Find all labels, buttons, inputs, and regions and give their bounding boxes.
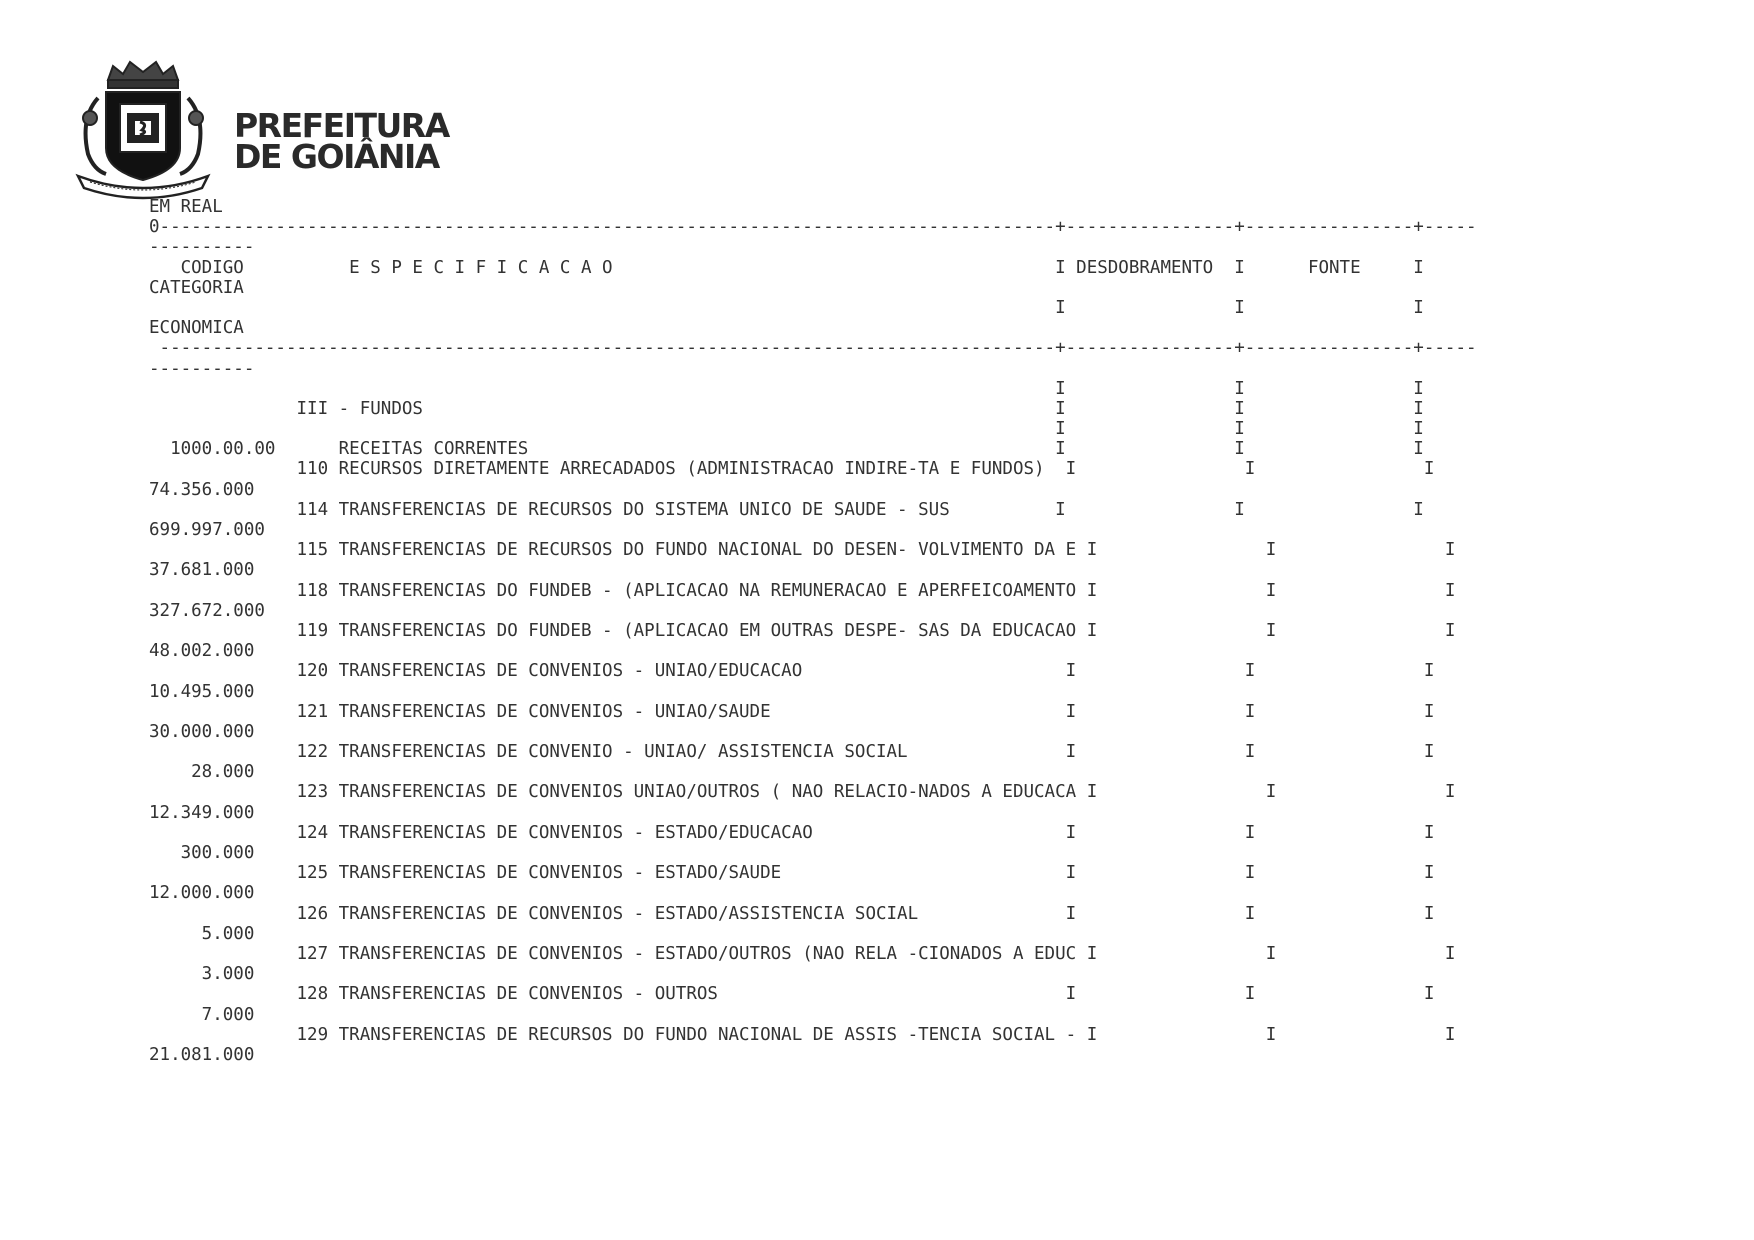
report-line: 21.081.000 [149, 1044, 255, 1065]
report-line: ---------- [149, 358, 255, 379]
report-line: CODIGO E S P E C I F I C A C A O I DESDOBRAMENTO I FONTE I [149, 257, 1424, 278]
report-line: 120 TRANSFERENCIAS DE CONVENIOS - UNIAO/EDUCACAO I I I [149, 661, 1435, 682]
report-line: 37.681.000 [149, 560, 255, 581]
report-line: 121 TRANSFERENCIAS DE CONVENIOS - UNIAO/SAUDE I I I [149, 701, 1435, 722]
report-line: I I I [149, 297, 1424, 318]
report-line: 74.356.000 [149, 479, 255, 500]
revenue-report-listing [149, 197, 1477, 1065]
report-line: 30.000.000 [149, 721, 255, 742]
report-line: -------------------------------------------------------------------------------------+----------------+----------------+----- [149, 338, 1477, 359]
report-line: 1000.00.00 RECEITAS CORRENTES I I I [149, 439, 1424, 460]
report-line: ---------- [149, 237, 255, 258]
report-line: 300.000 [149, 843, 255, 863]
report-line: 12.000.000 [149, 883, 255, 904]
report-line: 3.000 [149, 964, 255, 985]
report-line: 129 TRANSFERENCIAS DE RECURSOS DO FUNDO NACIONAL DE ASSIS -TENCIA SOCIAL - I I I [149, 1024, 1456, 1045]
report-line: 110 RECURSOS DIRETAMENTE ARRECADADOS (ADMINISTRACAO INDIRE-TA E FUNDOS) I I I [149, 459, 1435, 480]
report-line: 127 TRANSFERENCIAS DE CONVENIOS - ESTADO/OUTROS (NAO RELA -CIONADOS A EDUC I I I [149, 943, 1456, 964]
report-line: 28.000 [149, 762, 255, 783]
report-line: 12.349.000 [149, 802, 255, 823]
report-line: 48.002.000 [149, 641, 255, 662]
report-line: 124 TRANSFERENCIAS DE CONVENIOS - ESTADO/EDUCACAO I I I [149, 822, 1435, 843]
report-line: I I I [149, 419, 1424, 440]
logo-wordmark-line1: PREFEITURA [234, 106, 449, 145]
report-line: 5.000 [149, 923, 255, 944]
report-line: 118 TRANSFERENCIAS DO FUNDEB - (APLICACAO NA REMUNERACAO E APERFEICOAMENTO I I I [149, 580, 1456, 601]
report-line: III - FUNDOS I I I [149, 398, 1424, 419]
report-line: 114 TRANSFERENCIAS DE RECURSOS DO SISTEMA UNICO DE SAUDE - SUS I I I [149, 499, 1424, 520]
report-line: CATEGORIA [149, 277, 244, 298]
report-line: 115 TRANSFERENCIAS DE RECURSOS DO FUNDO NACIONAL DO DESEN- VOLVIMENTO DA E I I I [149, 540, 1456, 561]
city-coat-of-arms-logo [68, 58, 218, 200]
report-line: 699.997.000 [149, 520, 265, 540]
report-line: I I I [149, 378, 1424, 399]
report-line: 126 TRANSFERENCIAS DE CONVENIOS - ESTADO/ASSISTENCIA SOCIAL I I I [149, 903, 1435, 924]
report-line: 123 TRANSFERENCIAS DE CONVENIOS UNIAO/OUTROS ( NAO RELACIO-NADOS A EDUCACA I I I [149, 782, 1456, 803]
logo-wordmark-line2: DE GOIÂNIA [234, 137, 439, 176]
report-line: 327.672.000 [149, 600, 265, 621]
report-line: 128 TRANSFERENCIAS DE CONVENIOS - OUTROS I I I [149, 984, 1435, 1005]
report-line: 0-------------------------------------------------------------------------------------+----------------+----------------+----- [149, 217, 1477, 238]
report-line: ECONOMICA [149, 318, 244, 339]
report-line: 122 TRANSFERENCIAS DE CONVENIO - UNIAO/ ASSISTENCIA SOCIAL I I I [149, 742, 1435, 763]
report-line: 7.000 [149, 1004, 255, 1025]
report-line: EM REAL [149, 197, 223, 217]
report-line: 119 TRANSFERENCIAS DO FUNDEB - (APLICACAO EM OUTRAS DESPE- SAS DA EDUCACAO I I I [149, 620, 1456, 641]
report-line: 125 TRANSFERENCIAS DE CONVENIOS - ESTADO/SAUDE I I I [149, 863, 1435, 884]
report-line: 10.495.000 [149, 681, 255, 702]
